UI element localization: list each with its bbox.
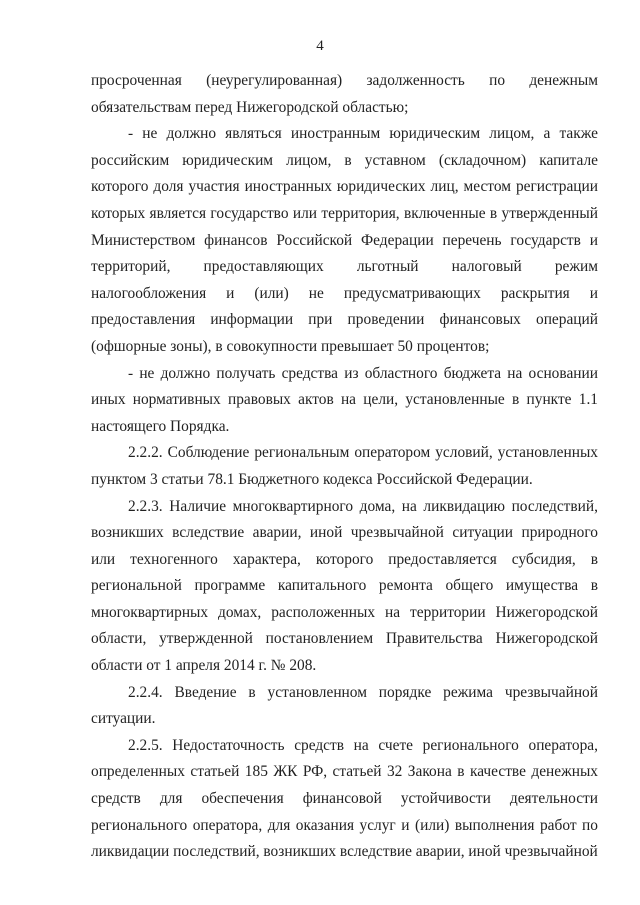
paragraph-2-2-2: 2.2.2. Соблюдение региональным оператором условий, установленных пунктом 3 статьи 78.1 Бюджетного кодекса Российской Федерации. — [91, 444, 598, 488]
paragraph-2-2-3: 2.2.3. Наличие многоквартирного дома, на ликвидацию последствий, возникших вследствие аварии, иной чрезвычайной ситуации природного или техногенного характера, которого предоставляется субсидия, в региональной программе капитального ремонта общего имущества в многоквартирных домах, расположенных на территории Нижегородской области, утвержденной постановлением Правительства Нижегородской области от 1 апреля 2014 г. № 208. — [91, 497, 598, 675]
paragraph-2-2-4: 2.2.4. Введение в установленном порядке режима чрезвычайной ситуации. — [91, 683, 598, 728]
paragraph-debt-obligations: просроченная (неурегулированная) задолженность по денежным обязательствам перед Нижегородской областью; — [91, 72, 598, 116]
page-number: 4 — [316, 38, 324, 54]
document-body — [91, 68, 598, 866]
paragraph-foreign-entity: - не должно являться иностранным юридическим лицом, а также российским юридическим лицом, в уставном (складочном) капитале которого доля участия иностранных юридических лиц, местом регистрации которых является государство или территория, включенные в утвержденный Министерством финансов Российской Федерации перечень государств и территорий, предоставляющих льготный налоговый режим налогообложения и (или) не предусматривающих раскрытия и предоставления информации при проведении финансовых операций (офшорные зоны), в совокупности превышает 50 процентов; — [91, 125, 598, 355]
paragraph-regional-budget: - не должно получать средства из областного бюджета на основании иных нормативных правовых актов на цели, установленные в пункте 1.1 настоящего Порядка. — [91, 364, 598, 435]
paragraph-2-2-5: 2.2.5. Недостаточность средств на счете регионального оператора, определенных статьей 185 ЖК РФ, статьей 32 Закона в качестве денежных средств для обеспечения финансовой устойчивости деятельности регионального оператора, для оказания услуг и (или) выполнения работ по ликвидации последствий, возникших вследствие аварии, иной чрезвычайной — [91, 736, 598, 861]
